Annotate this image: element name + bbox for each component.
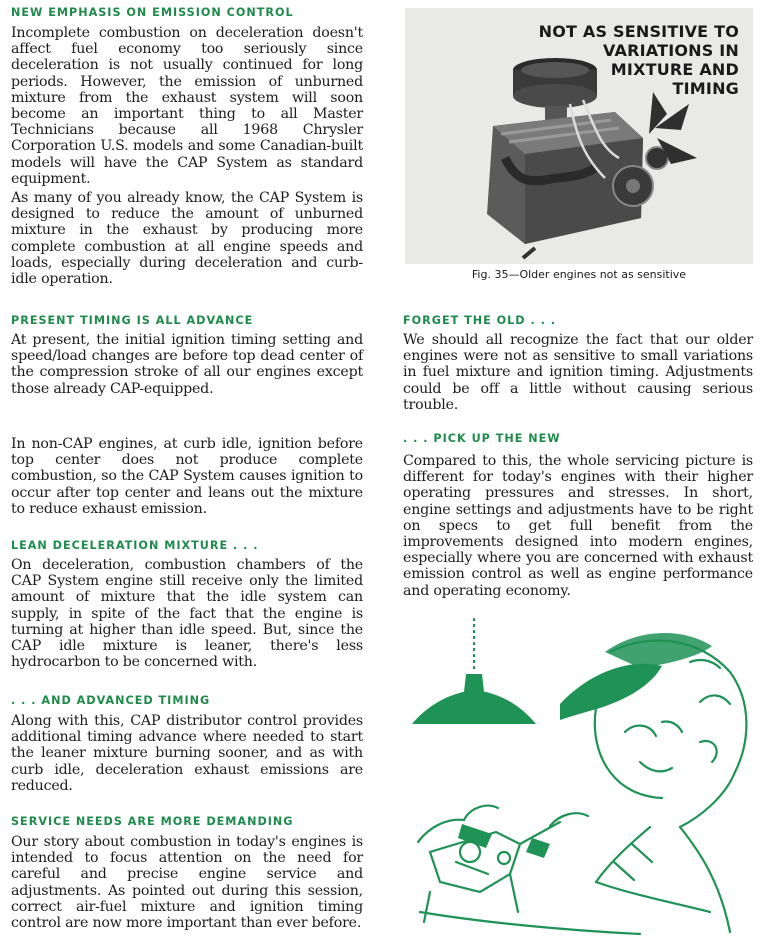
cap-icon — [560, 664, 662, 720]
engine-icon — [487, 58, 697, 258]
lamp-icon — [412, 690, 536, 724]
figure-engine — [405, 8, 753, 264]
section-heading: . . . PICK UP THE NEW — [403, 432, 561, 445]
paragraph: As many of you already know, the CAP System is designed to reduce the amount of unburned mixture in the exhaust by producing more complete combustion at all engine speeds and loads, especially during deceleration and curb-idle operation. — [11, 190, 363, 288]
paragraph: In non-CAP engines, at curb idle, ignition before top center does not produce complete combustion, so the CAP System causes ignition to occur after top center and leans out the mixture to reduce exhaust emission. — [11, 436, 363, 517]
paragraph: On deceleration, combustion chambers of the CAP System engine still receive only the limited amount of mixture that the idle system can supply, in spite of the fact that the engine is turning at higher than idle speed. But, since the CAP idle mixture is leaner, there's less hydrocarbon to be concerned with. — [11, 557, 363, 671]
section-heading: NEW EMPHASIS ON EMISSION CONTROL — [11, 6, 294, 19]
paragraph: Incomplete combustion on deceleration doesn't affect fuel economy too seriously since deceleration is not usually continued for long periods. However, the emission of unburned mixture from the exhaust system will soon become an important thing to all Master Technicians because all 1968 Chrysler Corporation U.S. models and some Canadian-built models will have the CAP System as standard equipment. — [11, 25, 363, 187]
figure-caption: Fig. 35—Older engines not as sensitive — [471, 268, 687, 281]
paragraph: Compared to this, the whole servicing picture is different for today's engines with their higher operating pressures and stresses. In short, engine settings and adjustments have to be right on specs to get full benefit from the improvements designed into modern engines, especially where you are concerned with exhaust emission control as well as engine performance and operating economy. — [403, 453, 753, 599]
paragraph: At present, the initial ignition timing setting and speed/load changes are before top dead center of the compression stroke of all our engines except those already CAP-equipped. — [11, 332, 363, 397]
section-heading: SERVICE NEEDS ARE MORE DEMANDING — [11, 815, 294, 828]
paragraph: Our story about combustion in today's engines is intended to focus attention on the need for careful and precise engine service and adjustments. As pointed out during this session, correct air-fuel mixture and ignition timing control are now more important than ever before. — [11, 834, 363, 932]
mechanic-illustration — [400, 612, 755, 942]
section-heading: . . . AND ADVANCED TIMING — [11, 694, 211, 707]
figure-title: NOT AS SENSITIVE TO VARIATIONS IN MIXTURE AND TIMING — [538, 22, 739, 98]
section-heading: LEAN DECELERATION MIXTURE . . . — [11, 539, 259, 552]
paragraph: We should all recognize the fact that our older engines were not as sensitive to small variations in fuel mixture and ignition timing. Adjustments could be off a little without causing serious trouble. — [403, 332, 753, 413]
section-heading: FORGET THE OLD . . . — [403, 314, 557, 327]
section-heading: PRESENT TIMING IS ALL ADVANCE — [11, 314, 254, 327]
section-emission-control — [11, 6, 363, 19]
paragraph: Along with this, CAP distributor control provides additional timing advance where needed to start the leaner mixture burning sooner, and as with curb idle, deceleration exhaust emissions are reduced. — [11, 713, 363, 794]
engine-illustration — [405, 8, 753, 264]
